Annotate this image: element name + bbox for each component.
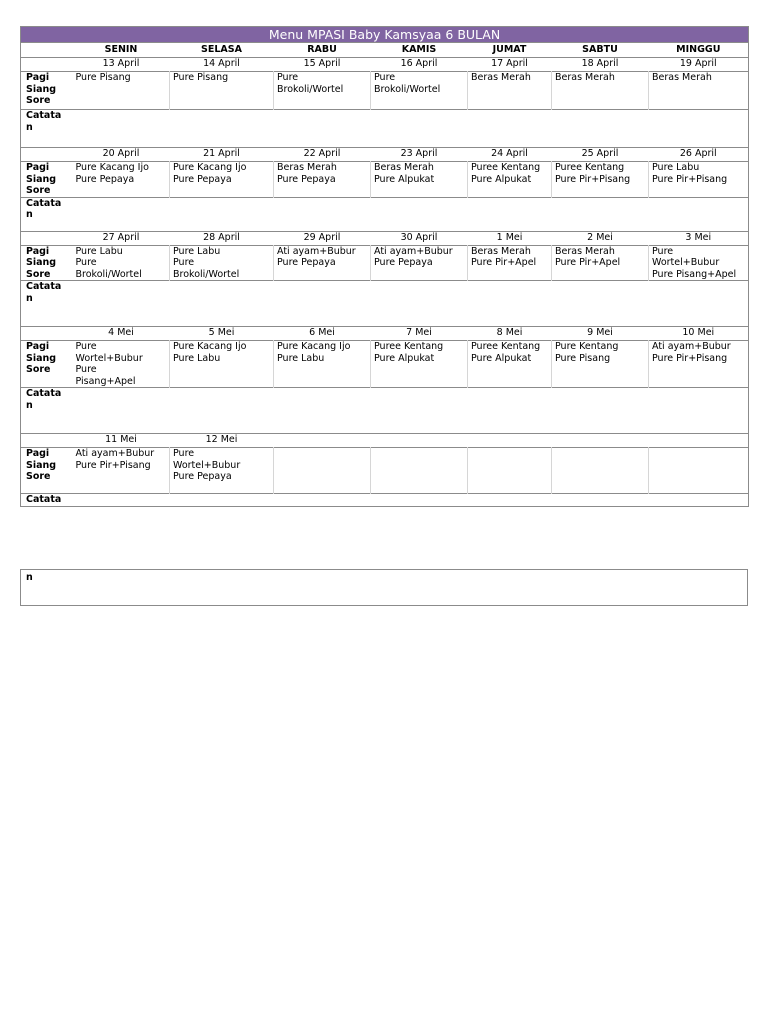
date-cell: 26 April bbox=[649, 148, 749, 162]
meal-cell bbox=[274, 448, 371, 494]
meal-cell: Puree Kentang Pure Alpukat bbox=[468, 341, 552, 388]
page-continuation-box bbox=[20, 569, 748, 606]
meal-cell: Pure Brokoli/Wortel bbox=[371, 72, 468, 110]
date-cell: 12 Mei bbox=[170, 434, 274, 448]
date-row bbox=[21, 327, 749, 341]
date-cell bbox=[274, 434, 371, 448]
date-cell: 24 April bbox=[468, 148, 552, 162]
meal-row bbox=[21, 162, 749, 198]
meal-cell: Pure Kentang Pure Pisang bbox=[552, 341, 649, 388]
date-cell: 8 Mei bbox=[468, 327, 552, 341]
meal-time-label: Pagi Siang Sore bbox=[21, 245, 73, 281]
day-header-minggu: MINGGU bbox=[649, 43, 749, 58]
meal-cell: Pure Pisang bbox=[170, 72, 274, 110]
date-row-label bbox=[21, 231, 73, 245]
meal-time-label: Pagi Siang Sore bbox=[21, 72, 73, 110]
date-row bbox=[21, 148, 749, 162]
note-row bbox=[21, 281, 749, 327]
date-cell: 1 Mei bbox=[468, 231, 552, 245]
date-cell: 11 Mei bbox=[73, 434, 170, 448]
note-cell bbox=[73, 388, 749, 434]
mpasi-menu-table bbox=[20, 26, 749, 507]
date-cell: 5 Mei bbox=[170, 327, 274, 341]
meal-cell: Pure Wortel+Bubur Pure Pisang+Apel bbox=[73, 341, 170, 388]
meal-cell: Ati ayam+Bubur Pure Pir+Pisang bbox=[73, 448, 170, 494]
note-label: Catata bbox=[21, 494, 73, 507]
date-row-label bbox=[21, 148, 73, 162]
meal-cell: Beras Merah bbox=[649, 72, 749, 110]
meal-cell: Puree Kentang Pure Alpukat bbox=[468, 162, 552, 198]
date-cell: 21 April bbox=[170, 148, 274, 162]
meal-time-label: Pagi Siang Sore bbox=[21, 448, 73, 494]
date-cell: 7 Mei bbox=[371, 327, 468, 341]
note-row bbox=[21, 110, 749, 148]
date-cell: 4 Mei bbox=[73, 327, 170, 341]
meal-cell: Beras Merah Pure Pir+Apel bbox=[468, 245, 552, 281]
meal-row bbox=[21, 448, 749, 494]
date-row bbox=[21, 434, 749, 448]
meal-row bbox=[21, 341, 749, 388]
date-cell: 17 April bbox=[468, 58, 552, 72]
date-cell: 14 April bbox=[170, 58, 274, 72]
date-cell: 22 April bbox=[274, 148, 371, 162]
meal-cell: Beras Merah bbox=[552, 72, 649, 110]
day-header-jumat: JUMAT bbox=[468, 43, 552, 58]
date-cell: 2 Mei bbox=[552, 231, 649, 245]
date-cell: 25 April bbox=[552, 148, 649, 162]
date-cell: 3 Mei bbox=[649, 231, 749, 245]
date-cell: 29 April bbox=[274, 231, 371, 245]
note-row bbox=[21, 494, 749, 507]
note-cell bbox=[73, 110, 749, 148]
meal-cell: Pure Kacang Ijo Pure Labu bbox=[274, 341, 371, 388]
meal-row bbox=[21, 72, 749, 110]
note-cell bbox=[73, 494, 749, 507]
date-row bbox=[21, 58, 749, 72]
meal-cell: Pure Labu Pure Pir+Pisang bbox=[649, 162, 749, 198]
meal-cell: Beras Merah bbox=[468, 72, 552, 110]
title-row bbox=[21, 27, 749, 43]
date-cell bbox=[371, 434, 468, 448]
date-cell: 30 April bbox=[371, 231, 468, 245]
date-cell: 27 April bbox=[73, 231, 170, 245]
date-row-label bbox=[21, 58, 73, 72]
date-cell: 28 April bbox=[170, 231, 274, 245]
menu-title: Menu MPASI Baby Kamsyaa 6 BULAN bbox=[21, 27, 749, 43]
meal-time-label: Pagi Siang Sore bbox=[21, 162, 73, 198]
date-row-label bbox=[21, 327, 73, 341]
meal-row bbox=[21, 245, 749, 281]
meal-cell: Ati ayam+Bubur Pure Pepaya bbox=[274, 245, 371, 281]
day-header-rabu: RABU bbox=[274, 43, 371, 58]
date-cell: 23 April bbox=[371, 148, 468, 162]
date-row-label bbox=[21, 434, 73, 448]
day-header-selasa: SELASA bbox=[170, 43, 274, 58]
meal-cell: Beras Merah Pure Pepaya bbox=[274, 162, 371, 198]
date-cell: 19 April bbox=[649, 58, 749, 72]
date-cell bbox=[649, 434, 749, 448]
date-cell bbox=[552, 434, 649, 448]
date-cell bbox=[468, 434, 552, 448]
date-cell: 10 Mei bbox=[649, 327, 749, 341]
meal-cell bbox=[371, 448, 468, 494]
date-cell: 13 April bbox=[73, 58, 170, 72]
meal-time-label: Pagi Siang Sore bbox=[21, 341, 73, 388]
date-cell: 16 April bbox=[371, 58, 468, 72]
day-header-sabtu: SABTU bbox=[552, 43, 649, 58]
note-label: Catata n bbox=[21, 388, 73, 434]
meal-cell: Pure Kacang Ijo Pure Labu bbox=[170, 341, 274, 388]
date-cell: 20 April bbox=[73, 148, 170, 162]
meal-cell: Puree Kentang Pure Pir+Pisang bbox=[552, 162, 649, 198]
meal-cell: Pure Labu Pure Brokoli/Wortel bbox=[73, 245, 170, 281]
day-header-empty bbox=[21, 43, 73, 58]
meal-cell: Ati ayam+Bubur Pure Pepaya bbox=[371, 245, 468, 281]
meal-cell: Pure Brokoli/Wortel bbox=[274, 72, 371, 110]
note-label-continuation: n bbox=[26, 572, 33, 583]
note-cell bbox=[73, 197, 749, 231]
note-label: Catata n bbox=[21, 197, 73, 231]
meal-cell bbox=[468, 448, 552, 494]
meal-cell: Pure Pisang bbox=[73, 72, 170, 110]
day-header-kamis: KAMIS bbox=[371, 43, 468, 58]
note-row bbox=[21, 197, 749, 231]
meal-cell: Beras Merah Pure Alpukat bbox=[371, 162, 468, 198]
day-header-row bbox=[21, 43, 749, 58]
meal-cell bbox=[552, 448, 649, 494]
date-row bbox=[21, 231, 749, 245]
meal-cell: Pure Kacang Ijo Pure Pepaya bbox=[73, 162, 170, 198]
meal-cell: Puree Kentang Pure Alpukat bbox=[371, 341, 468, 388]
note-cell bbox=[73, 281, 749, 327]
meal-cell: Pure Labu Pure Brokoli/Wortel bbox=[170, 245, 274, 281]
meal-cell: Ati ayam+Bubur Pure Pir+Pisang bbox=[649, 341, 749, 388]
date-cell: 15 April bbox=[274, 58, 371, 72]
note-label: Catata n bbox=[21, 281, 73, 327]
date-cell: 6 Mei bbox=[274, 327, 371, 341]
day-header-senin: SENIN bbox=[73, 43, 170, 58]
meal-cell: Pure Wortel+Bubur Pure Pisang+Apel bbox=[649, 245, 749, 281]
meal-cell bbox=[649, 448, 749, 494]
meal-cell: Pure Wortel+Bubur Pure Pepaya bbox=[170, 448, 274, 494]
meal-cell: Beras Merah Pure Pir+Apel bbox=[552, 245, 649, 281]
date-cell: 18 April bbox=[552, 58, 649, 72]
note-row bbox=[21, 388, 749, 434]
note-label: Catata n bbox=[21, 110, 73, 148]
date-cell: 9 Mei bbox=[552, 327, 649, 341]
meal-cell: Pure Kacang Ijo Pure Pepaya bbox=[170, 162, 274, 198]
